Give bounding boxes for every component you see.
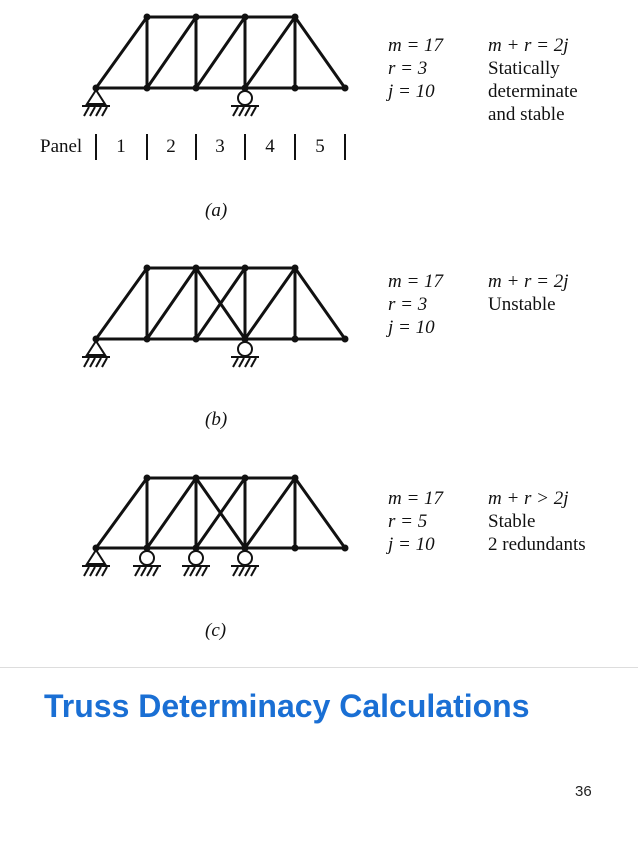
panel-number: 4 <box>265 136 275 157</box>
caption-c: (c) <box>205 620 227 641</box>
panel-number: 2 <box>166 136 176 157</box>
equations-b: m = 17 r = 3 j = 10 <box>388 271 444 338</box>
page-number: 36 <box>575 783 592 800</box>
panel-number: 3 <box>215 136 225 157</box>
notes-a: m + r = 2j Statically determinate and stable <box>488 35 578 125</box>
equations-c: m = 17 r = 5 j = 10 <box>388 488 444 555</box>
notes-c: m + r > 2j Stable 2 redundants <box>488 488 586 555</box>
notes-b: m + r = 2j Unstable <box>488 271 569 315</box>
equations-a: m = 17 r = 3 j = 10 <box>388 35 444 102</box>
slide-title: Truss Determinacy Calculations <box>44 688 530 724</box>
panel-number: 5 <box>315 136 325 157</box>
panel-number: 1 <box>116 136 126 157</box>
panel-label: Panel <box>40 136 83 157</box>
caption-a: (a) <box>205 200 228 221</box>
caption-b: (b) <box>205 409 228 430</box>
divider <box>0 667 638 668</box>
